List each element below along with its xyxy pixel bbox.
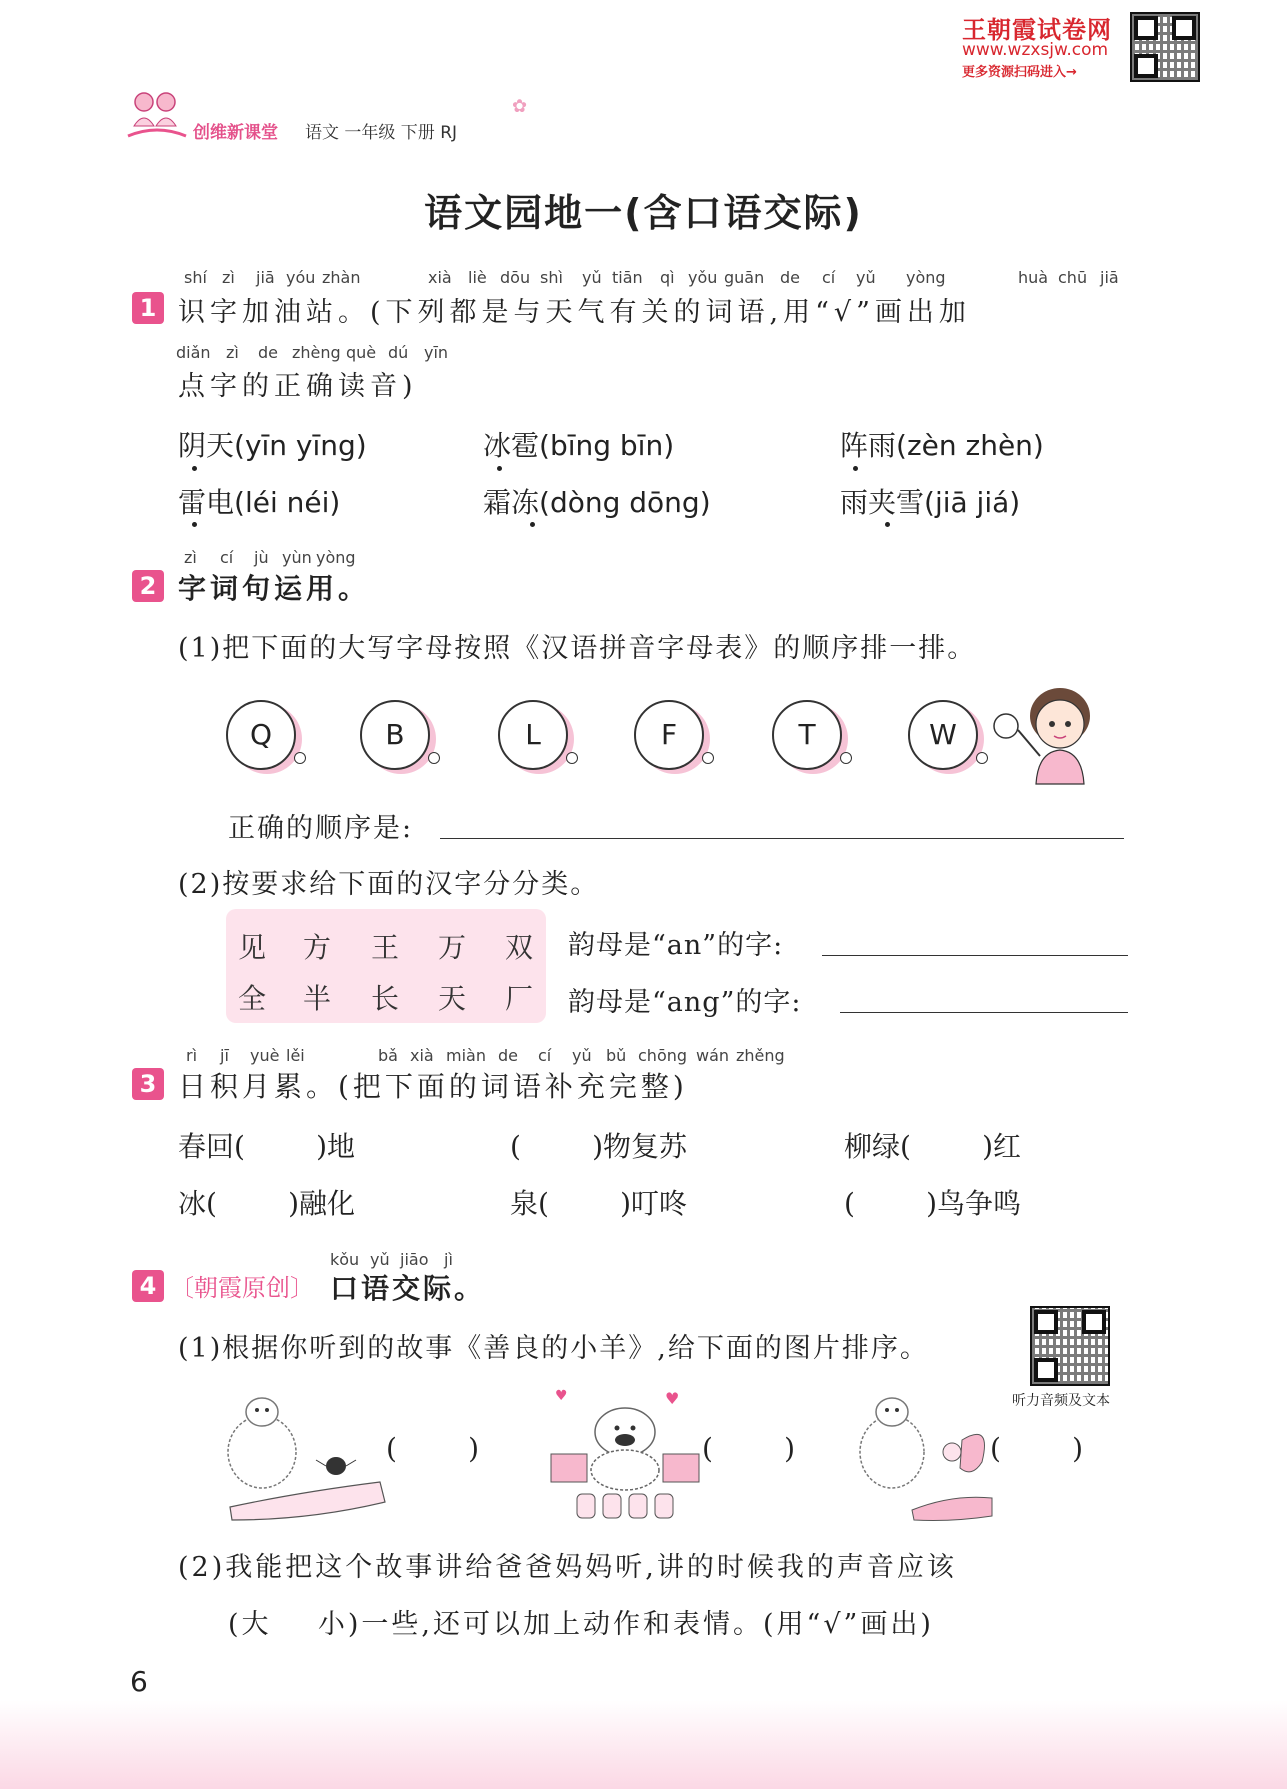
pinyin-syllable: xià — [428, 268, 452, 287]
letter-bubble: W — [908, 700, 978, 770]
bubble-tail — [840, 752, 852, 764]
site-qr-code[interactable] — [1130, 12, 1200, 82]
section-1-instruction-line-2: 点字的正确读音) — [178, 371, 418, 402]
pinyin-syllable: de — [498, 1046, 518, 1065]
section-3-heading: 日积月累。(把下面的词语补充完整) — [178, 1070, 688, 1103]
section-4-number: 4 — [132, 1270, 164, 1302]
pinyin-syllable: zì — [226, 343, 239, 362]
pinyin-syllable: de — [258, 343, 278, 362]
word-item[interactable]: 阵雨(zèn zhèn) — [840, 429, 1044, 462]
section-2-question-1: (1)把下面的大写字母按照《汉语拼音字母表》的顺序排一排。 — [178, 633, 977, 664]
pinyin-syllable: bǔ — [606, 1046, 627, 1065]
char-cell: 双 — [505, 931, 534, 964]
letter-bubble: L — [498, 700, 568, 770]
section-3-number: 3 — [132, 1068, 164, 1100]
word-item[interactable]: 阴天(yīn yīng) — [178, 429, 367, 462]
original-tag: 〔朝霞原创〕 — [170, 1274, 314, 1302]
ang-answer-line[interactable] — [840, 1012, 1128, 1013]
section-4-question-2-line-1: (2)我能把这个故事讲给爸爸妈妈听,讲的时候我的声音应该 — [178, 1552, 957, 1583]
brand-name: 王朝霞试卷网 — [962, 16, 1112, 44]
char-cell: 方 — [303, 931, 332, 964]
pinyin-syllable: chū — [1058, 268, 1088, 287]
kids-logo-icon — [126, 86, 188, 148]
pinyin-syllable: lěi — [286, 1046, 305, 1065]
idiom-item[interactable]: 冰( )融化 — [178, 1187, 356, 1220]
section-1-pinyin-line-1 — [0, 268, 1287, 288]
letter-bubble: Q — [226, 700, 296, 770]
bubble-tail — [566, 752, 578, 764]
svg-text:♥: ♥ — [665, 1389, 680, 1408]
pinyin-syllable: jiā — [1100, 268, 1119, 287]
pinyin-syllable: cí — [538, 1046, 552, 1065]
pinyin-syllable: zì — [184, 548, 197, 567]
char-cell: 万 — [438, 931, 467, 964]
pinyin-syllable: zhèng — [292, 343, 341, 362]
emphasis-dot — [192, 466, 197, 471]
section-2-pinyin — [0, 548, 1287, 568]
pinyin-syllable: shí — [184, 268, 207, 287]
section-1-number: 1 — [132, 292, 164, 324]
qr-caption: 听力音频及文本 — [1012, 1393, 1110, 1409]
story-picture-3 — [852, 1382, 1000, 1524]
butterfly-icon: ✿ — [512, 96, 528, 117]
idiom-item[interactable]: 泉( )叮咚 — [510, 1187, 688, 1220]
idiom-item[interactable]: ( )物复苏 — [510, 1130, 688, 1163]
svg-text:♥: ♥ — [555, 1388, 568, 1404]
brand-url[interactable]: www.wzxsjw.com — [962, 40, 1109, 60]
pinyin-syllable: yǔ — [582, 268, 602, 287]
char-cell: 天 — [438, 982, 467, 1015]
pinyin-syllable: jī — [220, 1046, 229, 1065]
letter-bubble: B — [360, 700, 430, 770]
char-cell: 见 — [238, 931, 267, 964]
pinyin-syllable: yòng — [316, 548, 356, 567]
section-1-pinyin-line-2 — [0, 343, 1287, 363]
section-2-number: 2 — [132, 570, 164, 602]
pinyin-syllable: de — [780, 268, 800, 287]
emphasis-dot — [853, 466, 858, 471]
pinyin-syllable: dōu — [500, 268, 531, 287]
ang-label: 韵母是“ang”的字: — [568, 987, 802, 1018]
pinyin-syllable: jiā — [256, 268, 275, 287]
pinyin-syllable: shì — [540, 268, 563, 287]
section-2-question-2: (2)按要求给下面的汉字分分类。 — [178, 869, 600, 900]
answer-label: 正确的顺序是: — [228, 813, 414, 844]
bubble-tail — [976, 752, 988, 764]
letter-bubble: F — [634, 700, 704, 770]
an-label: 韵母是“an”的字: — [568, 930, 784, 961]
story-picture-2 — [545, 1382, 705, 1524]
pinyin-syllable: yóu — [286, 268, 316, 287]
pinyin-syllable: chōng — [638, 1046, 688, 1065]
page-number: 6 — [130, 1665, 148, 1698]
word-item[interactable]: 霜冻(dòng dōng) — [483, 486, 711, 519]
story-picture-1 — [220, 1382, 390, 1522]
pinyin-syllable: cí — [822, 268, 836, 287]
emphasis-dot — [497, 466, 502, 471]
pinyin-syllable: bǎ — [378, 1046, 398, 1065]
letter-bubble: T — [772, 700, 842, 770]
pinyin-syllable: tiān — [612, 268, 643, 287]
pinyin-syllable: yǒu — [688, 268, 718, 287]
pinyin-syllable: guān — [724, 268, 765, 287]
char-cell: 半 — [303, 982, 332, 1015]
pinyin-syllable: qì — [660, 268, 675, 287]
pinyin-syllable: kǒu — [330, 1250, 360, 1269]
section-4-pinyin — [0, 1250, 1287, 1270]
idiom-item[interactable]: ( )鸟争鸣 — [844, 1187, 1022, 1220]
pinyin-syllable: jù — [254, 548, 269, 567]
section-2-heading: 字词句运用。 — [178, 572, 371, 605]
pinyin-syllable: yǔ — [370, 1250, 390, 1269]
pinyin-syllable: yǔ — [856, 268, 876, 287]
section-4-question-2-line-2: (大 小)一些,还可以加上动作和表情。(用“√”画出) — [228, 1609, 934, 1640]
pinyin-syllable: zhěng — [736, 1046, 785, 1065]
order-blank-1[interactable]: ( ) — [386, 1432, 480, 1465]
bubble-tail — [428, 752, 440, 764]
char-cell: 王 — [371, 931, 400, 964]
pinyin-syllable: yuè — [250, 1046, 280, 1065]
pinyin-syllable: xià — [410, 1046, 434, 1065]
pinyin-syllable: yùn — [282, 548, 312, 567]
word-item[interactable]: 冰雹(bīng bīn) — [483, 429, 675, 462]
pinyin-syllable: què — [346, 343, 377, 362]
bubble-tail — [294, 752, 306, 764]
char-cell: 厂 — [505, 982, 534, 1015]
pinyin-syllable: cí — [220, 548, 234, 567]
footer-band — [0, 1700, 1287, 1789]
word-item[interactable]: 雨夹雪(jiā jiá) — [840, 486, 1021, 519]
section-3-pinyin — [0, 1046, 1287, 1066]
pinyin-syllable: huà — [1018, 268, 1049, 287]
emphasis-dot — [192, 522, 197, 527]
char-cell: 长 — [371, 982, 400, 1015]
emphasis-dot — [530, 522, 535, 527]
pinyin-syllable: jiāo — [400, 1250, 429, 1269]
order-blank-2[interactable]: ( ) — [702, 1432, 796, 1465]
pinyin-syllable: dú — [388, 343, 409, 362]
book-info: 语文 一年级 下册 RJ — [305, 123, 458, 143]
pinyin-syllable: yòng — [906, 268, 946, 287]
char-cell: 全 — [238, 982, 267, 1015]
idiom-item[interactable]: 柳绿( )红 — [844, 1130, 1022, 1163]
section-4-heading: 口语交际。 — [330, 1272, 486, 1305]
page-title: 语文园地一(含口语交际) — [424, 191, 863, 235]
bubble-tail — [702, 752, 714, 764]
girl-blowing-bubbles-icon — [990, 680, 1100, 794]
brand-tip: 更多资源扫码进入→ — [962, 65, 1077, 80]
emphasis-dot — [885, 522, 890, 527]
pinyin-syllable: liè — [468, 268, 487, 287]
section-1-instruction-line-1: 识字加油站。(下列都是与天气有关的词语,用“√”画出加 — [178, 297, 971, 328]
pinyin-syllable: rì — [186, 1046, 198, 1065]
idiom-item[interactable]: 春回( )地 — [178, 1130, 356, 1163]
pinyin-syllable: zì — [222, 268, 235, 287]
pinyin-syllable: jì — [444, 1250, 453, 1269]
an-answer-line[interactable] — [822, 955, 1128, 956]
series-name: 创维新课堂 — [193, 123, 278, 143]
answer-line[interactable] — [440, 838, 1124, 839]
pinyin-syllable: diǎn — [176, 343, 211, 362]
word-item[interactable]: 雷电(léi néi) — [178, 486, 341, 519]
pinyin-syllable: yǔ — [572, 1046, 592, 1065]
order-blank-3[interactable]: ( ) — [990, 1432, 1084, 1465]
section-4-question-1: (1)根据你听到的故事《善良的小羊》,给下面的图片排序。 — [178, 1333, 929, 1364]
pinyin-syllable: wán — [696, 1046, 730, 1065]
pinyin-syllable: yīn — [424, 343, 449, 362]
pinyin-syllable: zhàn — [322, 268, 361, 287]
pinyin-syllable: miàn — [446, 1046, 486, 1065]
audio-qr-code[interactable] — [1030, 1306, 1110, 1386]
